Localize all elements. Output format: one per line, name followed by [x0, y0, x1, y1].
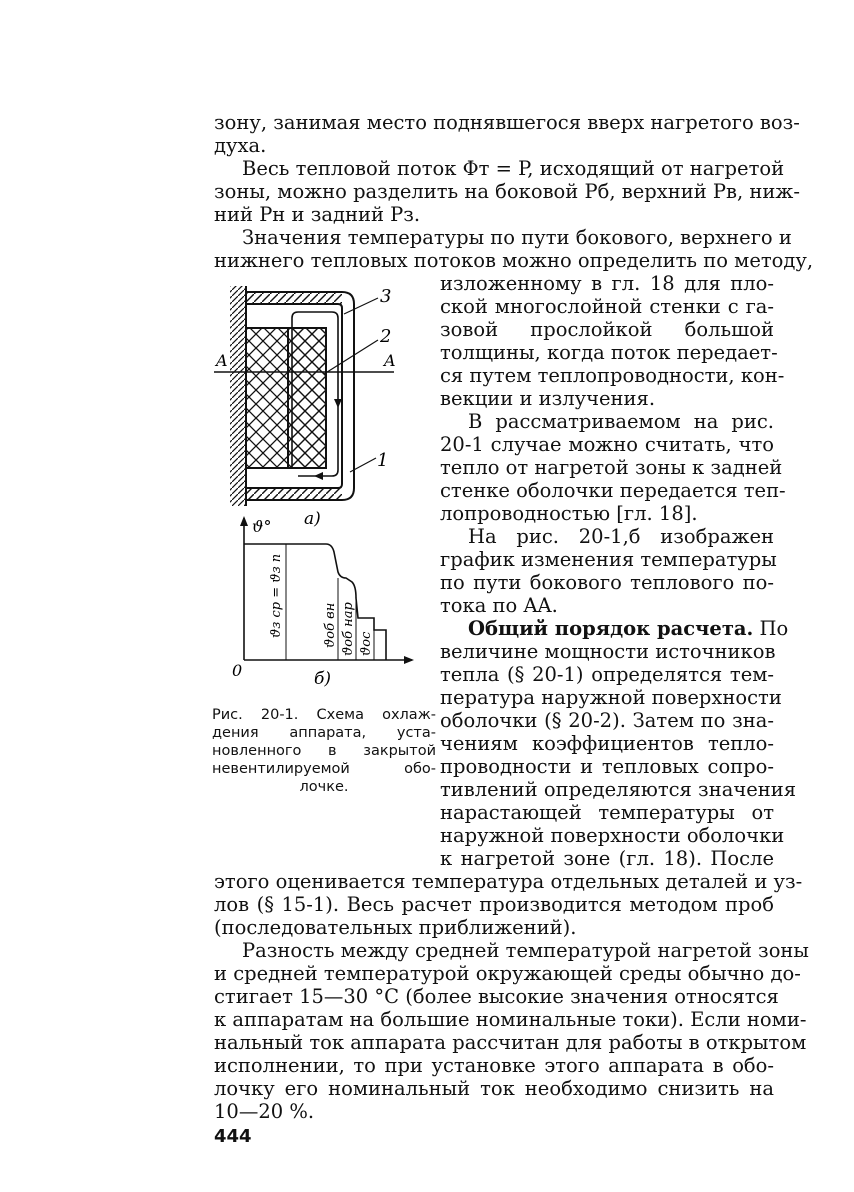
origin-label: 0 [232, 661, 243, 680]
subfig-b-label: б) [314, 669, 332, 689]
text-line: проводности и тепловых сопро- [440, 755, 774, 778]
text-line: ся путем теплопроводности, кон- [440, 364, 785, 387]
heated-zone [246, 328, 326, 468]
label-v-ob-nar: ϑоб нар [341, 602, 356, 656]
text-line: лочку его номинальный ток необходимо снизить на [214, 1077, 774, 1100]
text-line: стигает 15—30 °C (более высокие значения относятся [214, 985, 779, 1008]
text-line: этого оценивается температура отдельных деталей и уз- [214, 870, 803, 893]
text-line: и средней температурой окружающей среды обычно до- [214, 962, 801, 985]
label-3: 3 [380, 286, 392, 307]
text-line: нальный ток аппарата рассчитан для работы в открытом [214, 1031, 807, 1054]
text-line: нижнего тепловых потоков можно определить по методу, [214, 249, 814, 272]
text-line: к аппаратам на большие номинальные токи). Если номи- [214, 1008, 807, 1031]
label-a-left: A [216, 351, 228, 370]
text-line: наружной поверхности оболочки [440, 824, 785, 847]
text-line: 10—20 %. [214, 1100, 315, 1123]
text-line: тепло от нагретой зоны к задней [440, 456, 783, 479]
text-line: исполнении, то при установке этого аппарата в обо- [214, 1054, 774, 1077]
text-line: Весь тепловой поток Φт = P, исходящий от нагретой [242, 157, 785, 180]
text-line: векции и излучения. [440, 387, 656, 410]
text-line: стенке оболочки передается теп- [440, 479, 786, 502]
figure-caption [212, 706, 436, 796]
text-line: Разность между средней температурой нагретой зоны [242, 939, 809, 962]
text-line: 20-1 случае можно считать, что [440, 433, 774, 456]
text-line: чениям коэффициентов тепло- [440, 732, 774, 755]
text-line: ний Pн и задний Pз. [214, 203, 421, 226]
figure-20-1 [214, 278, 436, 698]
label-a-right: A [384, 351, 396, 370]
label-v-zone: ϑз ср = ϑз п [269, 553, 284, 638]
caption-line: лочке. [299, 779, 349, 795]
text-line: тивлений определяются значения [440, 778, 797, 801]
text-line: нарастающей температуры от [440, 801, 774, 824]
text-line: ской многослойной стенки с га- [440, 295, 774, 318]
text-line: Значения температуры по пути бокового, верхнего и [242, 226, 792, 249]
text-line: зовой прослойкой большой [440, 318, 774, 341]
caption-line: Рис. 20-1. Схема охлаж- [212, 707, 436, 723]
label-2: 2 [380, 326, 392, 347]
label-v-ob-vn: ϑоб вн [323, 602, 338, 648]
text-line: тепла (§ 20-1) определятся тем- [440, 663, 774, 686]
text-line: зону, занимая место поднявшегося вверх нагретого воз- [214, 111, 800, 134]
caption-line: дения аппарата, уста- [212, 725, 436, 741]
text-line: зоны, можно разделить на боковой Pб, верхний Pв, ниж- [214, 180, 800, 203]
section-heading: Общий порядок расчета. [468, 617, 754, 640]
wall-hatch [230, 286, 246, 506]
label-v-os: ϑос [359, 631, 374, 656]
text-line: тока по AA. [440, 594, 558, 617]
text-line: лов (§ 15-1). Весь расчет производится методом проб [214, 893, 774, 916]
caption-line: невентилируемой обо- [212, 761, 436, 777]
text-line: (последовательных приближений). [214, 916, 577, 939]
text-line: толщины, когда поток передает- [440, 341, 778, 364]
text-line: изложенному в гл. 18 для пло- [440, 272, 774, 295]
text-line: духа. [214, 134, 267, 157]
subfig-a-label: а) [304, 509, 321, 529]
text-line: график изменения температуры [440, 548, 777, 571]
text-line-with-heading: Общий порядок расчета. По [468, 617, 789, 640]
caption-line: новленного в закрытой [212, 743, 436, 759]
page-number: 444 [214, 1126, 252, 1147]
text-line: величине мощности источников [440, 640, 776, 663]
text-line: На рис. 20-1,б изображен [468, 525, 774, 548]
text-line: по пути бокового теплового по- [440, 571, 774, 594]
y-axis-label: ϑ° [252, 517, 272, 536]
label-1: 1 [377, 450, 389, 471]
text-line: пература наружной поверхности [440, 686, 782, 709]
text-line: В рассматриваемом на рис. [468, 410, 774, 433]
text-line: к нагретой зоне (гл. 18). После [440, 847, 774, 870]
text-line: лопроводностью [гл. 18]. [440, 502, 698, 525]
text-line: оболочки (§ 20-2). Затем по зна- [440, 709, 774, 732]
